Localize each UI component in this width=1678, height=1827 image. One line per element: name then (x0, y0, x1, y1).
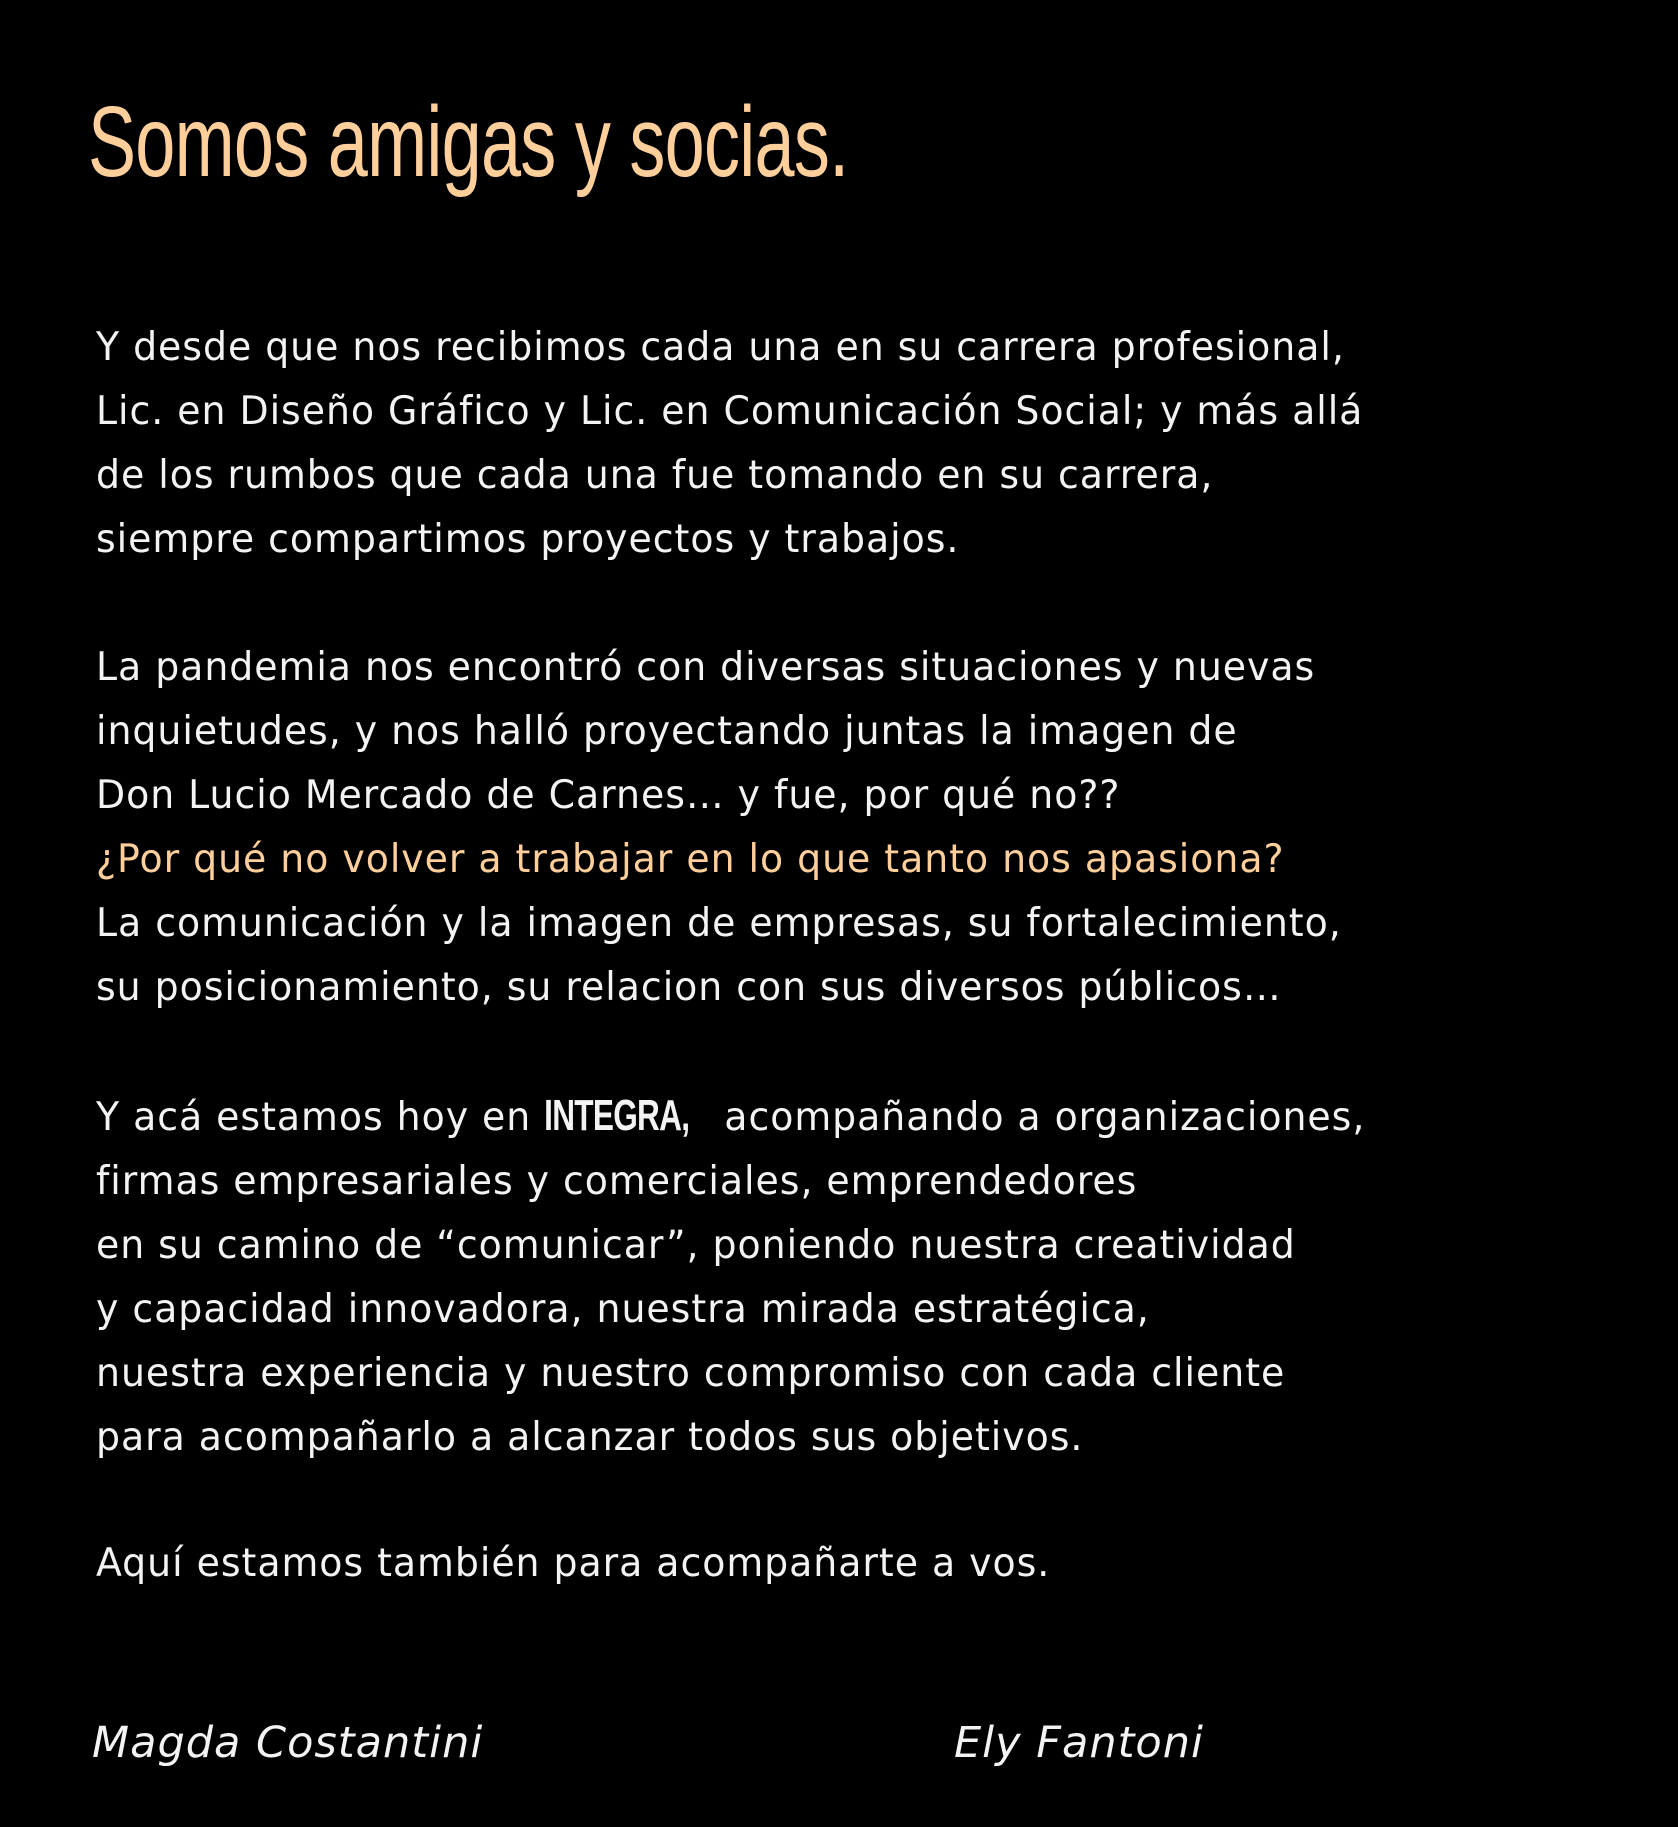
pandemic-paragraph (96, 636, 1342, 1020)
text-line: Y desde que nos recibimos cada una en su carrera profesional, (96, 325, 1345, 370)
text-segment: Y acá estamos hoy en (96, 1095, 545, 1140)
text-line: para acompañarlo a alcanzar todos sus objetivos. (96, 1415, 1084, 1460)
text-line: su posicionamiento, su relacion con sus diversos públicos… (96, 965, 1282, 1010)
intro-paragraph (96, 316, 1363, 572)
text-line: Don Lucio Mercado de Carnes… y fue, por qué no?? (96, 773, 1121, 818)
brand-name: INTEGRA, (544, 1091, 690, 1140)
text-line-with-brand (96, 1084, 1365, 1150)
text-line: Aquí estamos también para acompañarte a vos. (96, 1541, 1051, 1586)
text-line: Lic. en Diseño Gráfico y Lic. en Comunicación Social; y más allá (96, 389, 1364, 434)
highlight-question: ¿Por qué no volver a trabajar en lo que tanto nos apasiona? (96, 837, 1285, 882)
text-line: firmas empresariales y comerciales, emprendedores (96, 1159, 1138, 1204)
text-line: en su camino de “comunicar”, poniendo nuestra creatividad (96, 1223, 1296, 1268)
text-segment: acompañando a organizaciones, (711, 1095, 1366, 1140)
signature-left: Magda Costantini (92, 1718, 484, 1768)
text-line: La comunicación y la imagen de empresas, su fortalecimiento, (96, 901, 1342, 946)
text-line: de los rumbos que cada una fue tomando en su carrera, (96, 453, 1214, 498)
page-title: Somos amigas y socias. (88, 86, 849, 198)
text-line: nuestra experiencia y nuestro compromiso con cada cliente (96, 1351, 1286, 1396)
text-line: siempre compartimos proyectos y trabajos. (96, 517, 960, 562)
text-line: inquietudes, y nos halló proyectando juntas la imagen de (96, 709, 1238, 754)
integra-paragraph (96, 1084, 1365, 1470)
signature-right: Ely Fantoni (954, 1718, 1204, 1768)
text-line: y capacidad innovadora, nuestra mirada estratégica, (96, 1287, 1150, 1332)
text-line: La pandemia nos encontró con diversas situaciones y nuevas (96, 645, 1316, 690)
closing-paragraph (96, 1532, 1050, 1596)
